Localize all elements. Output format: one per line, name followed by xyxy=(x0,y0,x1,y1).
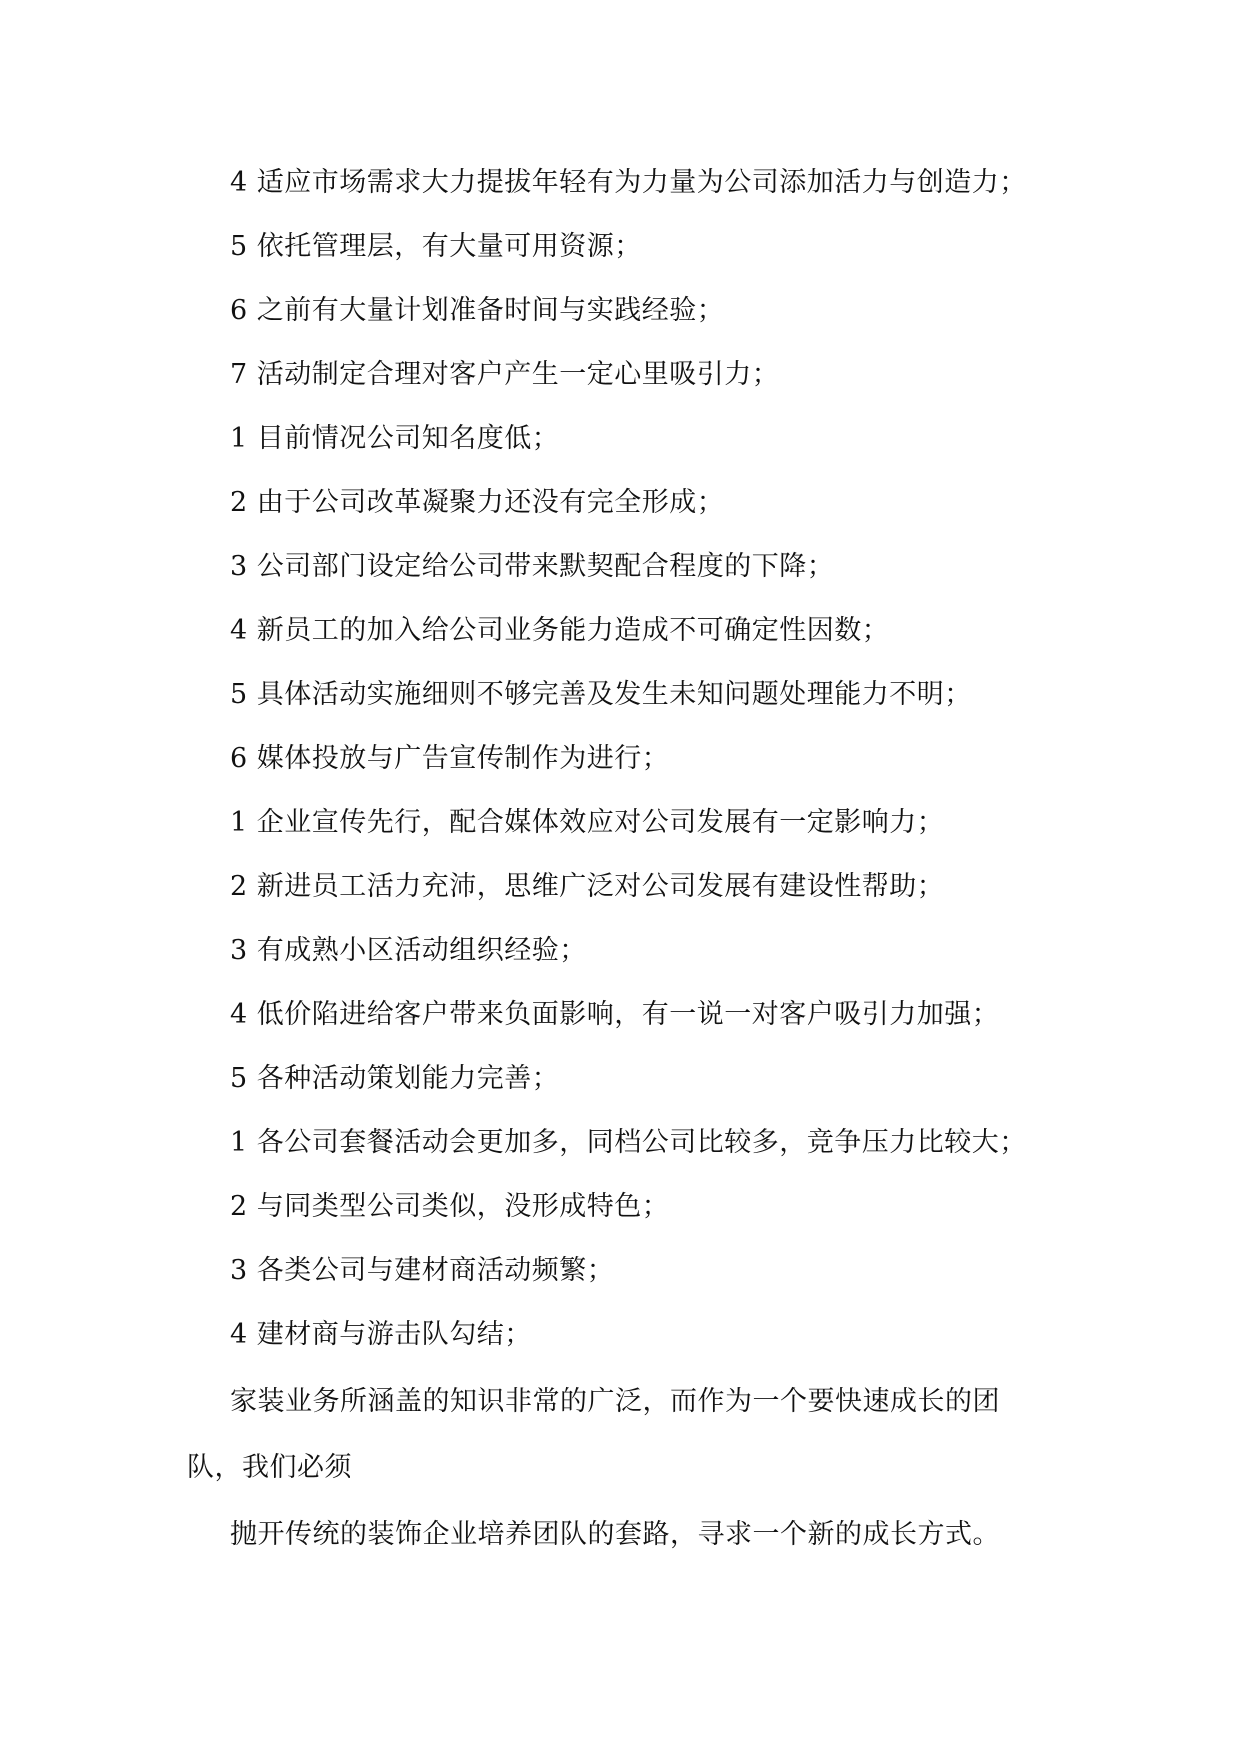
list-item: 2 新进员工活力充沛，思维广泛对公司发展有建设性帮助； xyxy=(230,871,945,902)
list-item: 5 具体活动实施细则不够完善及发生未知问题处理能力不明； xyxy=(230,679,972,710)
list-item: 1 目前情况公司知名度低； xyxy=(230,423,560,454)
paragraph-line: 队，我们必须 xyxy=(187,1452,352,1483)
list-item: 4 新员工的加入给公司业务能力造成不可确定性因数； xyxy=(230,615,890,646)
list-item: 2 由于公司改革凝聚力还没有完全形成； xyxy=(230,487,725,518)
list-item: 4 低价陷进给客户带来负面影响，有一说一对客户吸引力加强； xyxy=(230,999,1000,1030)
paragraph-line: 家装业务所涵盖的知识非常的广泛，而作为一个要快速成长的团 xyxy=(230,1386,1000,1417)
list-item: 7 活动制定合理对客户产生一定心里吸引力； xyxy=(230,359,780,390)
list-item: 1 各公司套餐活动会更加多，同档公司比较多，竞争压力比较大； xyxy=(230,1127,1027,1158)
list-item: 3 有成熟小区活动组织经验； xyxy=(230,935,587,966)
list-item: 3 各类公司与建材商活动频繁； xyxy=(230,1255,615,1286)
list-item: 3 公司部门设定给公司带来默契配合程度的下降； xyxy=(230,551,835,582)
list-item: 2 与同类型公司类似，没形成特色； xyxy=(230,1191,670,1222)
list-item: 1 企业宣传先行，配合媒体效应对公司发展有一定影响力； xyxy=(230,807,945,838)
paragraph-line: 抛开传统的装饰企业培养团队的套路，寻求一个新的成长方式。 xyxy=(230,1519,1000,1550)
list-item: 4 建材商与游击队勾结； xyxy=(230,1319,532,1350)
list-item: 4 适应市场需求大力提拔年轻有为力量为公司添加活力与创造力； xyxy=(230,167,1027,198)
list-item: 6 之前有大量计划准备时间与实践经验； xyxy=(230,295,725,326)
list-item: 5 各种活动策划能力完善； xyxy=(230,1063,560,1094)
list-item: 6 媒体投放与广告宣传制作为进行； xyxy=(230,743,670,774)
list-item: 5 依托管理层，有大量可用资源； xyxy=(230,231,642,262)
